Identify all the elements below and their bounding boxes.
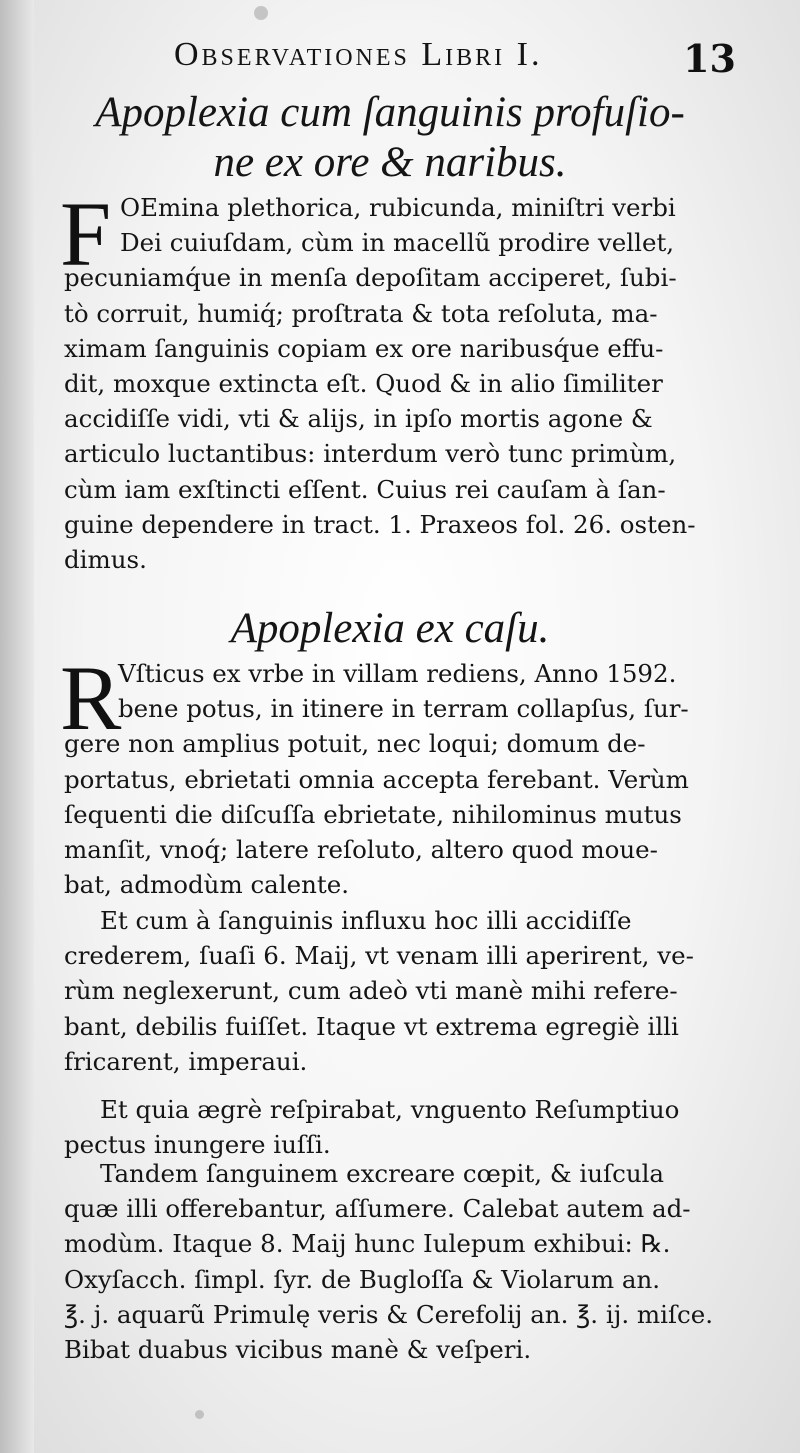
- text-line: dimus.: [64, 545, 147, 575]
- text-line: Oxyſacch. ſimpl. ſyr. de Bugloſſa & Violarum an.: [64, 1264, 661, 1294]
- text-line: accidiſſe vidi, vti & alijs, in ipſo mortis agone &: [64, 404, 653, 434]
- text-line: quæ illi offerebantur, aſſumere. Calebat autem ad-: [64, 1194, 691, 1224]
- section-heading-apoplexia-profusione: [70, 88, 710, 188]
- text-line: pecuniamq́ue in menſa depoſitam acciperet, ſubi-: [64, 263, 677, 293]
- text-line: gere non amplius potuit, nec loqui; domum de-: [64, 729, 646, 759]
- heading-line: Apoplexia cum ſanguinis profuſio-: [95, 89, 685, 136]
- drop-cap: F: [60, 183, 112, 285]
- running-head: [60, 36, 736, 86]
- text-line: modùm. Itaque 8. Maij hunc Iulepum exhibui: ℞.: [64, 1229, 671, 1259]
- text-line: bant, debilis fuiſſet. Itaque vt extrema egregiè illi: [64, 1011, 679, 1041]
- ink-speck: [254, 6, 268, 20]
- ink-speck: [195, 1410, 204, 1419]
- paragraph: [64, 190, 738, 577]
- text-line: ℥. j. aquarũ Primulę veris & Cerefolij an. ℥. ij. miſce.: [64, 1299, 714, 1329]
- paragraph: [64, 903, 738, 1079]
- running-title: Observationes Libri I.: [174, 36, 543, 73]
- text-line: cùm iam exſtincti eſſent. Cuius rei cauſam à ſan-: [64, 474, 666, 504]
- text-line: Et quia ægrè reſpirabat, vnguento Reſumptiuo: [100, 1095, 680, 1124]
- paragraph: [64, 1092, 738, 1162]
- paragraph: [64, 1156, 738, 1367]
- text-line: Vſticus ex vrbe in villam rediens, Anno 1592.: [118, 659, 677, 688]
- drop-cap: R: [60, 647, 122, 749]
- text-line: portatus, ebrietati omnia accepta ferebant. Verùm: [64, 764, 689, 794]
- text-line: crederem, ſuaſi 6. Maij, vt venam illi aperirent, ve-: [64, 941, 694, 971]
- text-line: tò corruit, humiq́; proſtrata & tota reſoluta, ma-: [64, 298, 658, 328]
- text-line: bat, admodùm calente.: [64, 870, 350, 900]
- text-line: ximam ſanguinis copiam ex ore naribusq́ue effu-: [64, 333, 664, 363]
- text-line: dit, moxque extincta eſt. Quod & in alio ſimiliter: [64, 369, 663, 399]
- heading-line: ne ex ore & naribus.: [213, 139, 567, 186]
- text-line: manſit, vnoq́; latere reſoluto, altero quod moue-: [64, 835, 658, 865]
- text-line: Dei cuiuſdam, cùm in macellũ prodire vellet,: [120, 228, 675, 258]
- text-line: rùm neglexerunt, cum adeò vti manè mihi refere-: [64, 976, 678, 1006]
- text-line: pectus inungere iuſſi.: [64, 1130, 331, 1160]
- page-number: 13: [683, 36, 736, 81]
- paragraph: [64, 656, 738, 902]
- page-edge-shadow: [0, 0, 34, 1453]
- heading-line: Apoplexia ex caſu.: [230, 605, 550, 652]
- text-line: Tandem ſanguinem excreare cœpit, & iuſcula: [100, 1159, 665, 1188]
- section-heading-apoplexia-casu: [70, 604, 710, 654]
- text-line: articulo luctantibus: interdum verò tunc primùm,: [64, 439, 677, 469]
- text-line: guine dependere in tract. 1. Praxeos fol. 26. osten-: [64, 509, 696, 539]
- text-line: fricarent, imperaui.: [64, 1046, 308, 1076]
- text-line: Bibat duabus vicibus manè & veſperi.: [64, 1335, 532, 1365]
- text-line: Et cum à ſanguinis influxu hoc illi accidiſſe: [100, 906, 632, 935]
- text-line: ſequenti die diſcuſſa ebrietate, nihilominus mutus: [64, 799, 682, 829]
- text-line: bene potus, in itinere in terram collapſus, ſur-: [118, 694, 689, 724]
- text-line: OEmina plethorica, rubicunda, miniſtri verbi: [120, 193, 676, 222]
